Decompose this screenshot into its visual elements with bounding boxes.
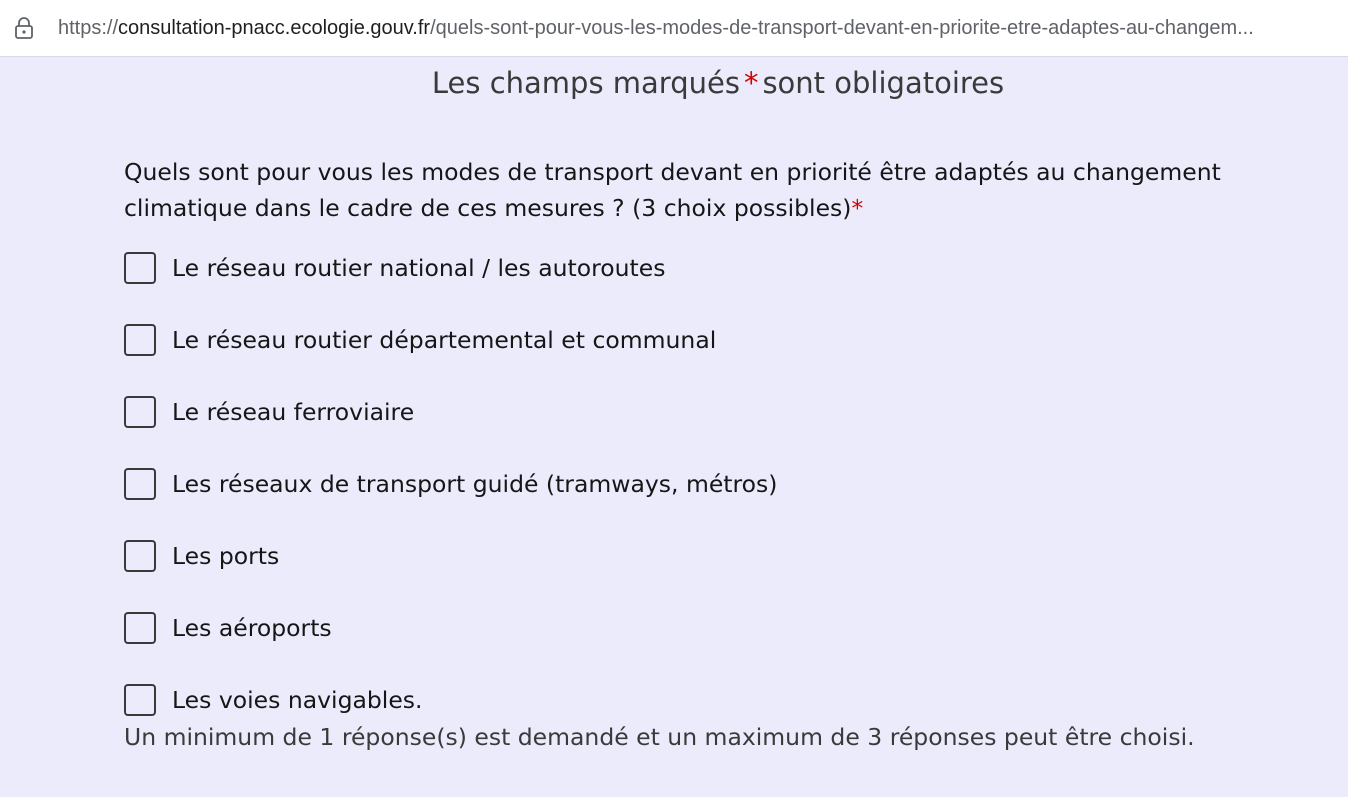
- checkbox[interactable]: [124, 684, 156, 716]
- required-note-text-end: sont obligatoires: [762, 66, 1005, 100]
- checkbox[interactable]: [124, 252, 156, 284]
- checkbox[interactable]: [124, 612, 156, 644]
- site-info-icon[interactable]: [14, 17, 34, 39]
- option-label[interactable]: Le réseau ferroviaire: [172, 398, 415, 426]
- option-national-roads[interactable]: [124, 250, 1224, 286]
- url-host: consultation-pnacc.ecologie.gouv.fr: [118, 17, 431, 39]
- option-label[interactable]: Les ports: [172, 542, 280, 570]
- option-label[interactable]: Le réseau routier départemental et communal: [172, 326, 717, 354]
- option-guided-transport[interactable]: [124, 466, 1224, 502]
- option-label[interactable]: Les voies navigables.: [172, 686, 423, 714]
- question-legend: [124, 154, 1304, 226]
- url-text[interactable]: [58, 16, 1342, 40]
- option-waterways[interactable]: [124, 682, 1224, 718]
- checkbox[interactable]: [124, 540, 156, 572]
- url-scheme: https://: [58, 17, 119, 39]
- checkbox-group: [124, 250, 1224, 718]
- required-note-text: Les champs marqués: [431, 66, 740, 100]
- option-label[interactable]: Le réseau routier national / les autoroutes: [172, 254, 666, 282]
- selection-hint: Un minimum de 1 réponse(s) est demandé et un maximum de 3 réponses peut être choisi.: [124, 723, 1195, 751]
- form-page: [0, 56, 1348, 797]
- option-ports[interactable]: [124, 538, 1224, 574]
- checkbox[interactable]: [124, 468, 156, 500]
- required-fields-note: [0, 65, 1348, 101]
- option-departmental-roads[interactable]: [124, 322, 1224, 358]
- url-path: /quels-sont-pour-vous-les-modes-de-transport-devant-en-priorite-etre-adaptes-au-changem...: [430, 17, 1254, 39]
- option-label[interactable]: Les aéroports: [172, 614, 332, 642]
- required-star: *: [743, 66, 759, 100]
- question-text: Quels sont pour vous les modes de transport devant en priorité être adaptés au changement climatique dans le cadre de ces mesures ? (3 choix possibles): [124, 158, 1221, 222]
- option-railway[interactable]: [124, 394, 1224, 430]
- checkbox[interactable]: [124, 396, 156, 428]
- option-label[interactable]: Les réseaux de transport guidé (tramways, métros): [172, 470, 778, 498]
- option-airports[interactable]: [124, 610, 1224, 646]
- question-required-star: *: [851, 194, 864, 222]
- checkbox[interactable]: [124, 324, 156, 356]
- browser-address-bar[interactable]: [0, 0, 1348, 56]
